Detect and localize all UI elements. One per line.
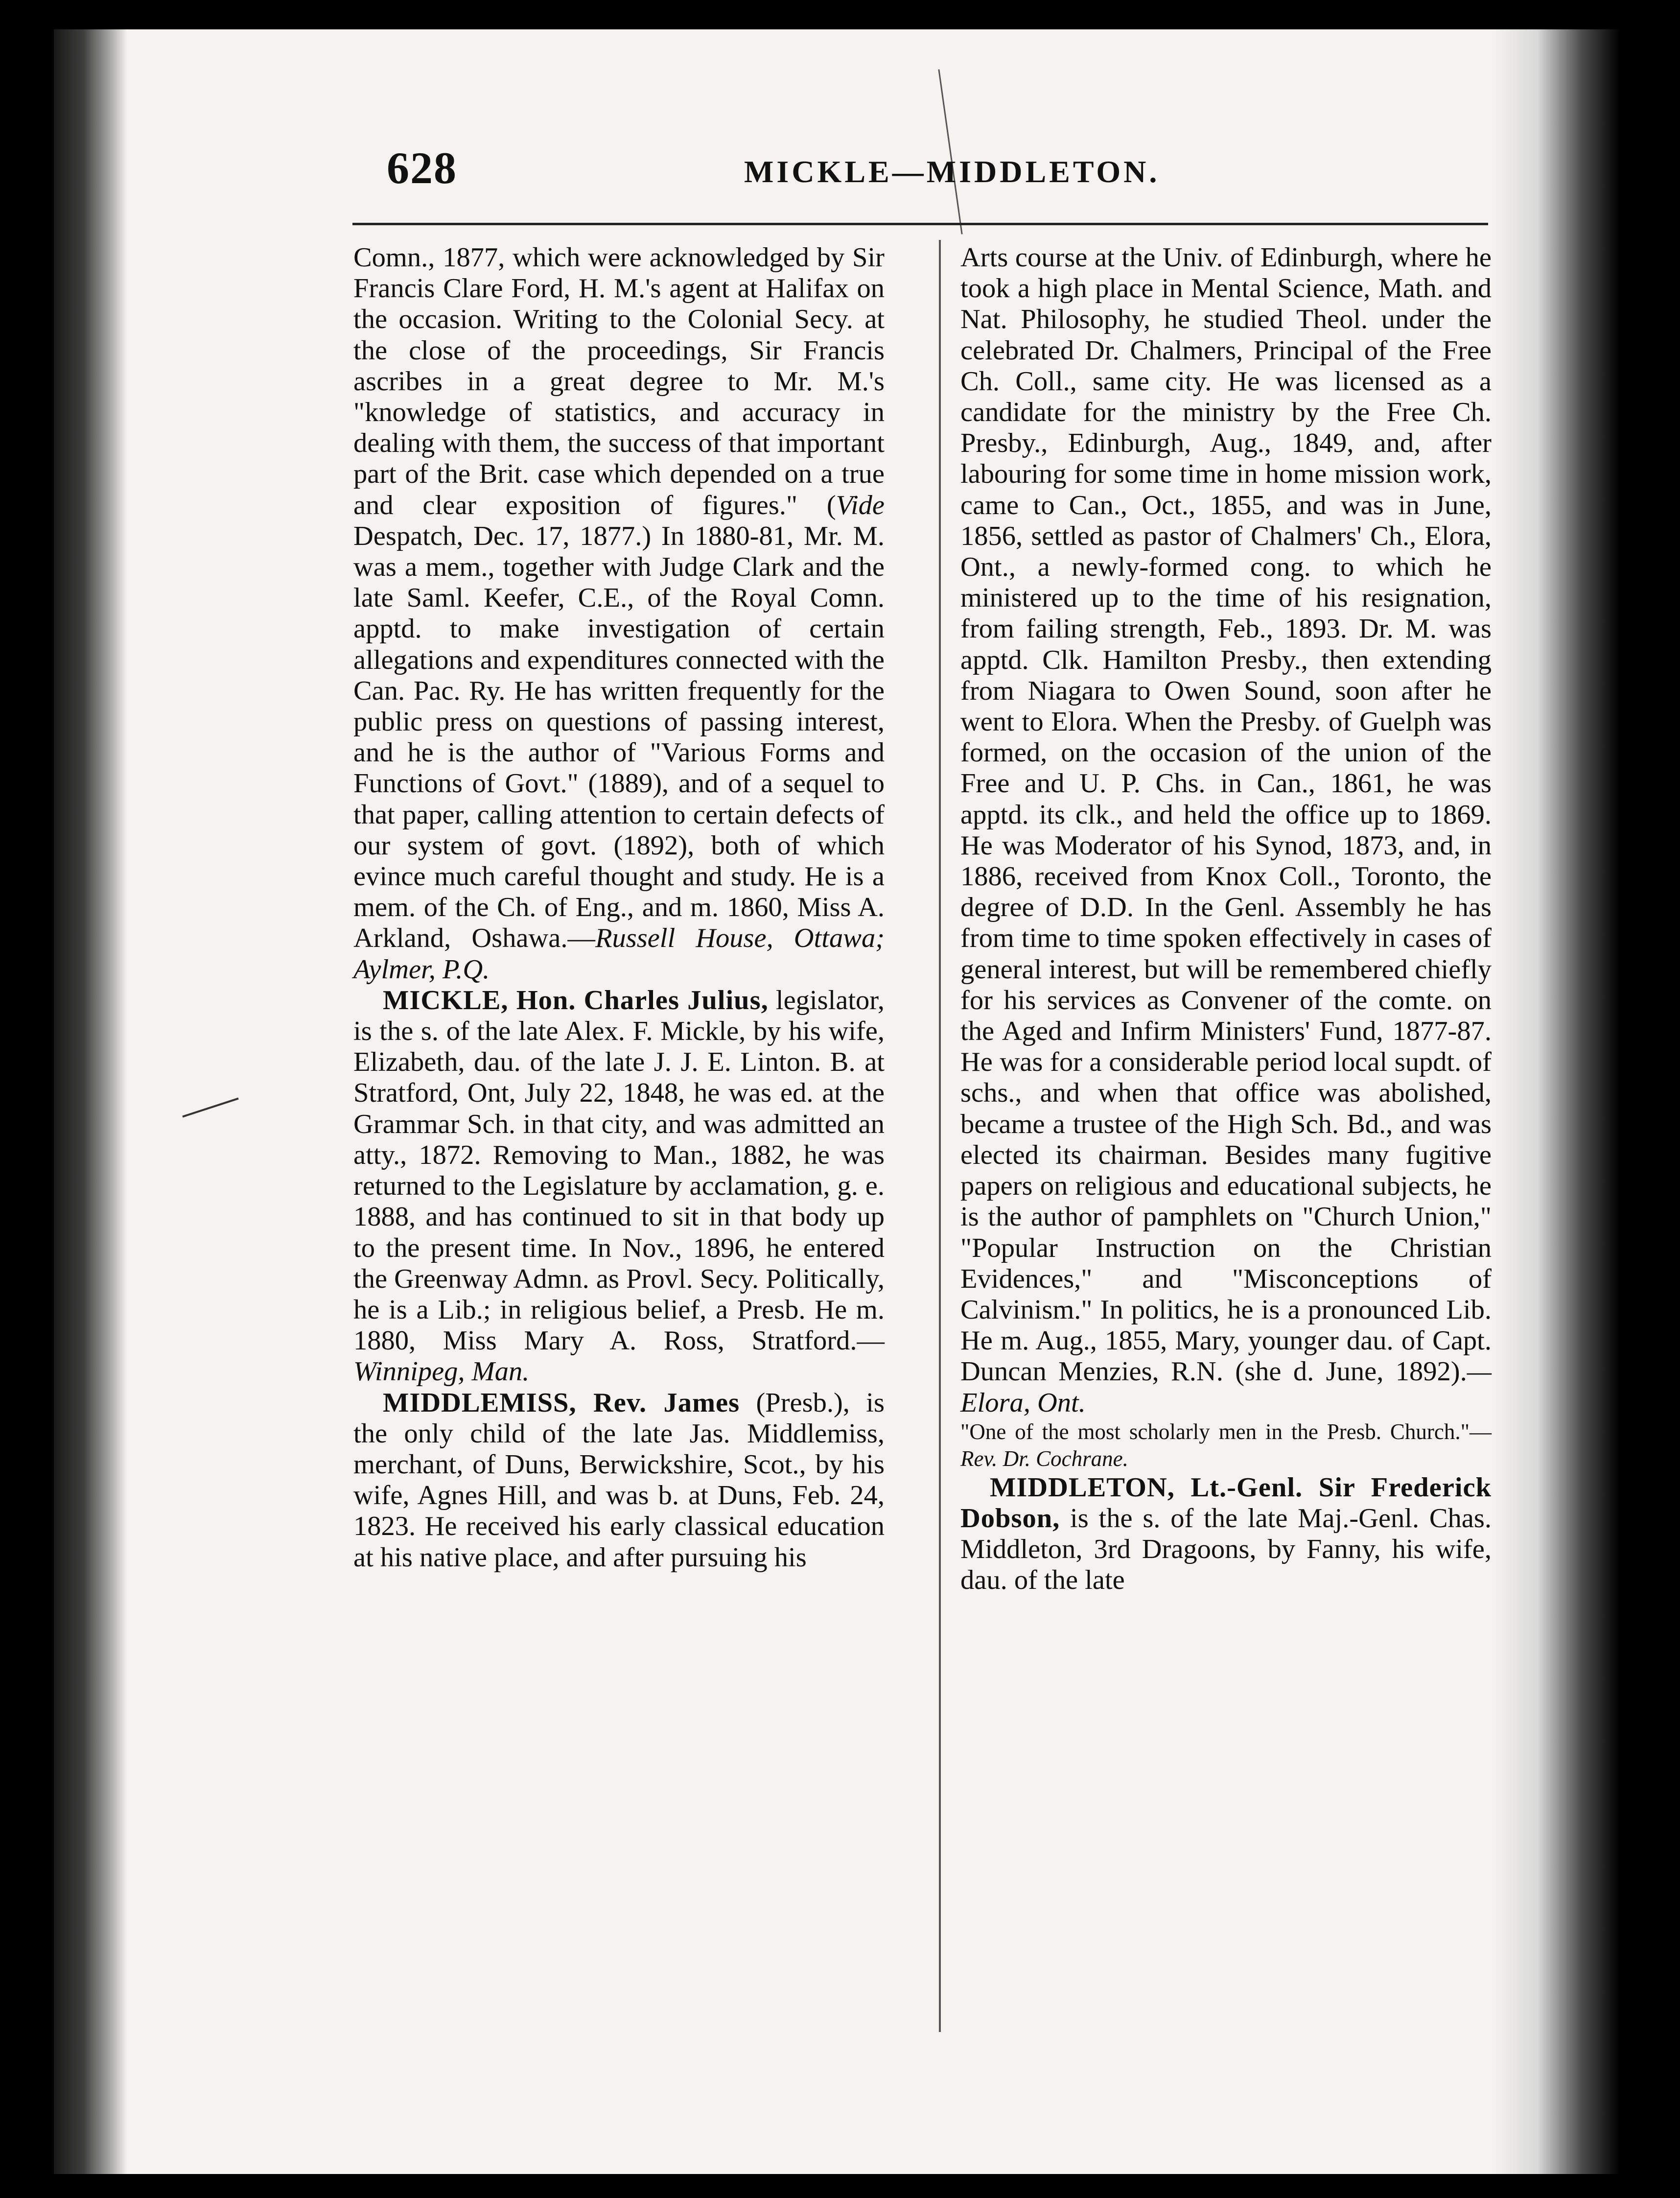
quote-source: Rev. Dr. Cochrane. xyxy=(960,1446,1128,1471)
entry-continuation: Arts course at the Univ. of Edinburgh, where he took a high place in Mental Science, Math. and Nat. Philosophy, he studied Theol. under the celebrated Dr. Chalmers, Principal of the Free Ch. Coll., same city. He was licensed as a candidate for the ministry by the Free Ch. Presby., Edinburgh, Aug., 1849, and, after labouring for some time in home mission work, came to Can., Oct., 1855, and was in June, 1856, settled as pastor of Chalmers' Ch., Elora, Ont., a newly-formed cong. to which he ministered up to the time of his resignation, from failing strength, Feb., 1893. Dr. M. was apptd. Clk. Hamilton Presby., then extending from Niagara to Owen Sound, soon after he went to Elora. When the Presby. of Guelph was formed, on the occasion of the union of the Free and U. P. Chs. in Can., 1861, he was apptd. its clk., and held the office up to 1869. He was Moderator of his Synod, 1873, and, in 1886, received from Knox Coll., Toronto, the degree of D.D. In the Genl. Assembly he has from time to time spoken effectively in cases of general interest, but will be remembered chiefly for his services as Convener of the comte. on the Aged and Infirm Ministers' Fund, 1877-87. He was for a considerable period local supdt. of schs., and when that office was abolished, became a trustee of the High Sch. Bd., and was elected its chairman. Besides many fugitive papers on religious and educational subjects, he is the author of pamphlets on "Church Union," "Popular Instruction on the Christian Evidences," and "Misconceptions of Calvinism." In politics, he is a pronounced Lib. He m. Aug., 1855, Mary, younger dau. of Capt. Duncan Menzies, R.N. (she d. June, 1892).—Elora, Ont. xyxy=(960,242,1492,1418)
right-column xyxy=(960,242,1492,1596)
entry-mickle: MICKLE, Hon. Charles Julius, legislator, is the s. of the late Alex. F. Mickle, by his wife, Elizabeth, dau. of the late J. J. E. Linton. B. at Stratford, Ont, July 22, 1848, he was ed. at the Grammar Sch. in that city, and was admitted an atty., 1872. Removing to Man., 1882, he was returned to the Legislature by acclamation, g. e. 1888, and has continued to sit in that body up to the present time. In Nov., 1896, he entered the Greenway Admn. as Provl. Secy. Politically, he is a Lib.; in religious belief, a Presb. He m. 1880, Miss Mary A. Ross, Stratford.—Winnipeg, Man. xyxy=(353,985,885,1387)
running-head: MICKLE—MIDDLETON. xyxy=(744,154,1160,189)
entry-address: —Elora, Ont. xyxy=(960,1356,1492,1418)
entry-name: MIDDLEMISS, Rev. James xyxy=(383,1387,740,1418)
header-rule xyxy=(352,223,1488,225)
entry-name: MIDDLETON, Lt.-Genl. Sir Frederick Dobson, xyxy=(960,1472,1492,1534)
entry-continuation: Comn., 1877, which were acknowledged by Sir Francis Clare Ford, H. M.'s agent at Halifax on the occasion. Writing to the Colonial Secy. at the close of the proceedings, Sir Francis ascribes in a great degree to Mr. M.'s "knowledge of statistics, and accuracy in dealing with them, the success of that important part of the Brit. case which depended on a true and clear exposition of figures." (Vide Despatch, Dec. 17, 1877.) In 1880-81, Mr. M. was a mem., together with Judge Clark and the late Saml. Keefer, C.E., of the Royal Comn. apptd. to make investigation of certain allegations and expenditures connected with the Can. Pac. Ry. He has written frequently for the public press on questions of passing interest, and he is the author of "Various Forms and Functions of Govt." (1889), and of a sequel to that paper, calling attention to certain defects of our system of govt. (1892), both of which evince much careful thought and study. He is a mem. of the Ch. of Eng., and m. 1860, Miss A. Arkland, Oshawa.—Russell House, Ottawa; Aylmer, P.Q. xyxy=(353,242,885,985)
column-divider xyxy=(939,240,941,2032)
gutter-mark xyxy=(182,1098,238,1118)
page-right-edge xyxy=(1493,29,1620,2174)
entry-middlemiss: MIDDLEMISS, Rev. James (Presb.), is the only child of the late Jas. Middlemiss, merchant, of Duns, Berwickshire, Scot., by his wife, Agnes Hill, and was b. at Duns, Feb. 24, 1823. He received his early classical education at his native place, and after pursuing his xyxy=(353,1387,885,1573)
left-column xyxy=(353,242,885,1573)
entry-address: Russell House, Ottawa; Aylmer, P.Q. xyxy=(353,923,885,985)
page-left-edge xyxy=(54,29,127,2174)
page-header xyxy=(352,142,1493,201)
entry-middleton: MIDDLETON, Lt.-Genl. Sir Frederick Dobson, is the s. of the late Maj.-Genl. Chas. Middleton, 3rd Dragoons, by Fanny, his wife, dau. of the late xyxy=(960,1472,1492,1596)
entry-name: MICKLE, Hon. Charles Julius, xyxy=(383,985,769,1016)
page-number: 628 xyxy=(387,143,457,193)
entry-address: Winnipeg, Man. xyxy=(353,1356,530,1387)
testimonial-quote: "One of the most scholarly men in the Presb. Church."—Rev. Dr. Cochrane. xyxy=(960,1419,1492,1471)
